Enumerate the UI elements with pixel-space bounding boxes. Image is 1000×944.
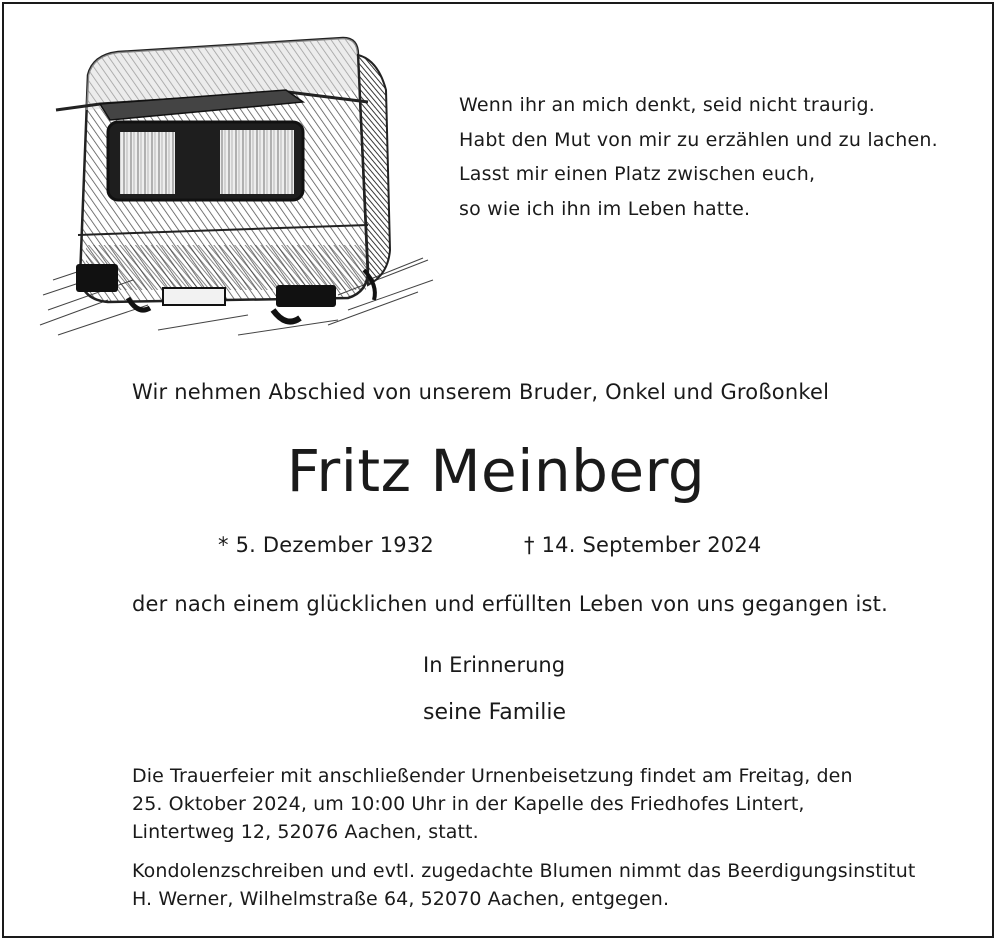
caravan-sketch-icon (38, 30, 438, 350)
condolence-line: H. Werner, Wilhelmstraße 64, 52070 Aachen, entgegen. (132, 888, 670, 910)
condolence-info (132, 857, 915, 913)
poem (459, 88, 938, 226)
death-date: † 14. September 2024 (524, 533, 762, 557)
condolence-line: Kondolenzschreiben und evtl. zugedachte Blumen nimmt das Beerdigungsinstitut (132, 860, 916, 882)
family-signature: seine Familie (423, 700, 566, 725)
birth-date: * 5. Dezember 1932 (218, 533, 434, 557)
farewell-intro: Wir nehmen Abschied von unserem Bruder, Onkel und Großonkel (132, 380, 830, 404)
ceremony-line: 25. Oktober 2024, um 10:00 Uhr in der Kapelle des Friedhofes Lintert, (132, 793, 805, 815)
ceremony-info (132, 762, 853, 846)
poem-line: so wie ich ihn im Leben hatte. (459, 197, 751, 220)
poem-line: Lasst mir einen Platz zwischen euch, (459, 163, 816, 185)
ceremony-line: Die Trauerfeier mit anschließender Urnenbeisetzung findet am Freitag, den (132, 765, 853, 787)
memory-line: In Erinnerung (423, 653, 566, 677)
poem-line: Habt den Mut von mir zu erzählen und zu lachen. (459, 128, 938, 151)
passing-statement: der nach einem glücklichen und erfüllten Leben von uns gegangen ist. (132, 592, 888, 616)
deceased-name: Fritz Meinberg (286, 437, 706, 505)
poem-line: Wenn ihr an mich denkt, seid nicht traurig. (459, 94, 876, 116)
ceremony-line: Lintertweg 12, 52076 Aachen, statt. (132, 821, 479, 843)
